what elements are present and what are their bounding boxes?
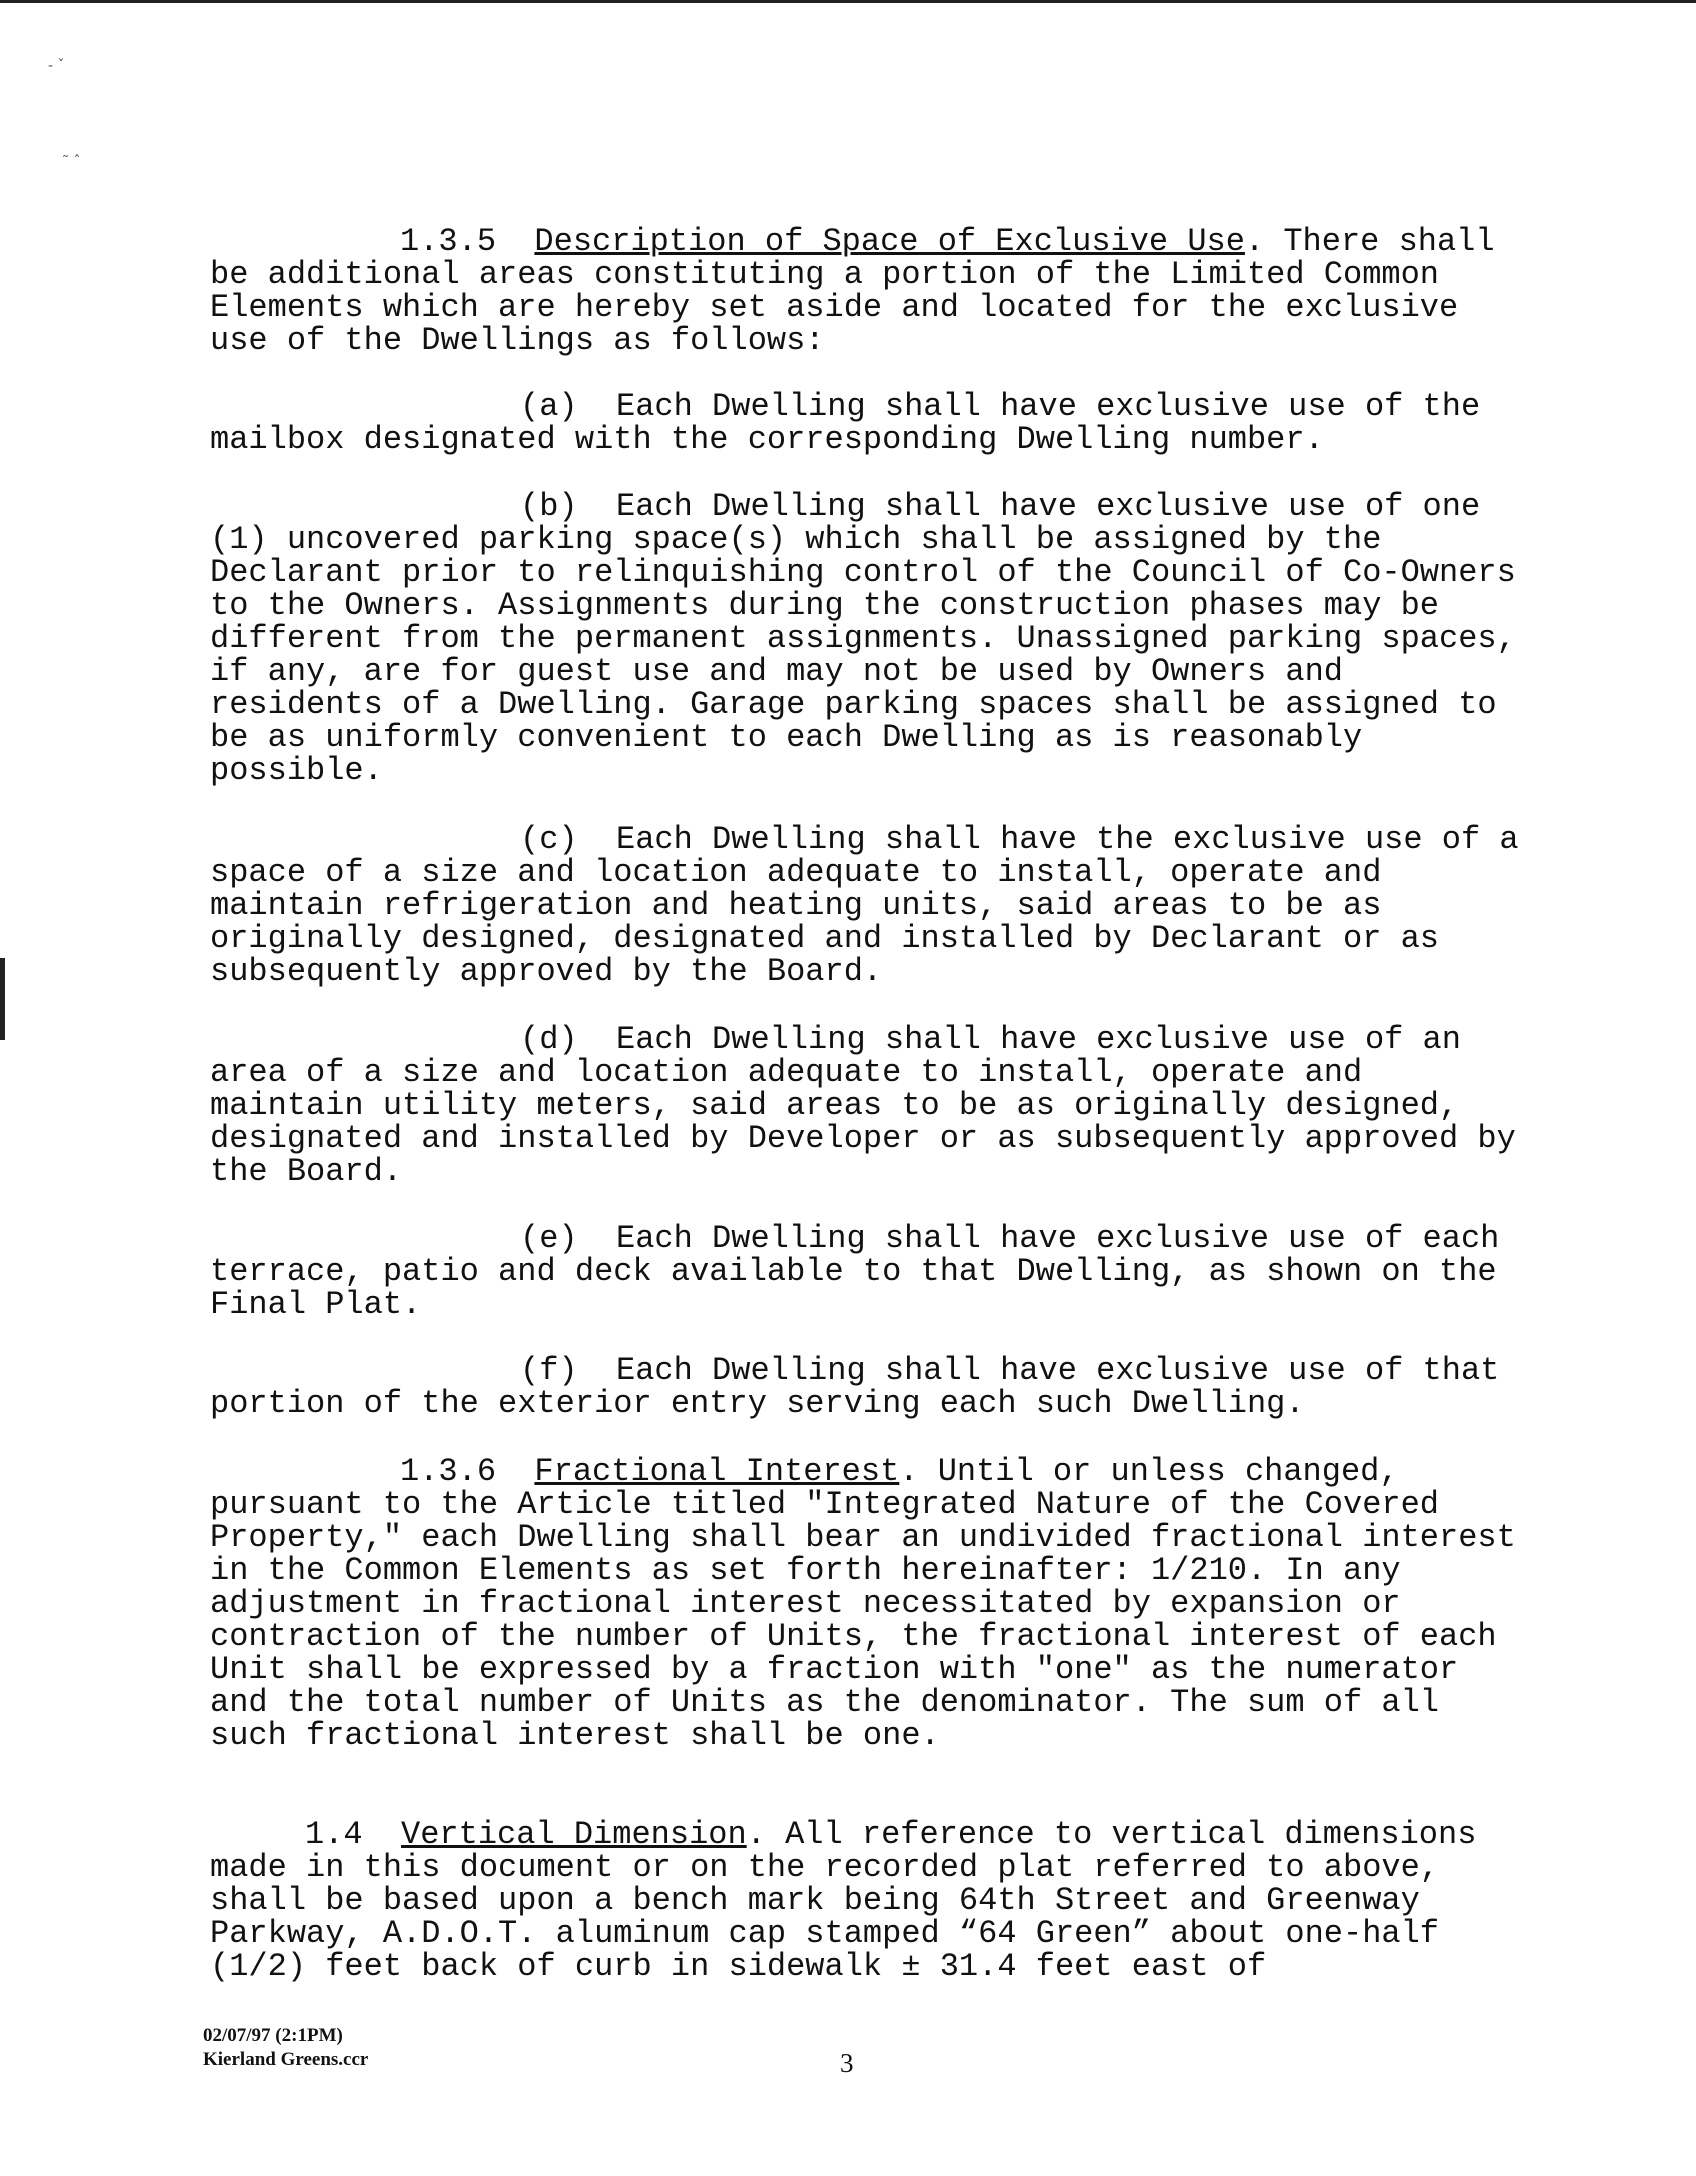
- page-number: 3: [840, 2048, 854, 2078]
- footer-filename: Kierland Greens.ccr: [203, 2049, 369, 2070]
- section-heading: Vertical Dimension: [401, 1816, 747, 1853]
- section-1-4: [210, 1818, 1530, 1983]
- section-number: 1.4: [305, 1816, 363, 1853]
- footer-date: 02/07/97 (2:1PM): [203, 2025, 343, 2046]
- subsection-e: [210, 1222, 1530, 1321]
- scan-top-edge: [0, 0, 1696, 3]
- subsection-label: (a): [520, 388, 578, 425]
- section-heading: Fractional Interest: [534, 1453, 900, 1490]
- section-1-3-6: [210, 1455, 1530, 1752]
- subsection-d: [210, 1023, 1530, 1188]
- subsection-label: (d): [520, 1021, 578, 1058]
- subsection-f: [210, 1354, 1530, 1420]
- section-text: . There shall be additional areas constituting a portion of the Limited Common Elements which are hereby set aside and located for the exclusive use of the Dwellings as follows:: [210, 223, 1495, 359]
- subsection-text: Each Dwelling shall have exclusive use of that portion of the exterior entry serving each such Dwelling.: [210, 1352, 1500, 1422]
- subsection-text: Each Dwelling shall have exclusive use of the mailbox designated with the corresponding Dwelling number.: [210, 388, 1481, 458]
- scan-artifact-mark: ˜ ˆ: [62, 154, 81, 170]
- section-number: 1.3.6: [400, 1453, 497, 1490]
- section-heading: Description of Space of Exclusive Use: [534, 223, 1245, 260]
- subsection-label: (b): [520, 488, 578, 525]
- scan-artifact-mark: - ˇ: [48, 58, 65, 74]
- scan-left-edge-mark: [0, 958, 5, 1040]
- subsection-text: Each Dwelling shall have exclusive use of each terrace, patio and deck available to that Dwelling, as shown on the Final Plat.: [210, 1220, 1500, 1323]
- subsection-b: [210, 490, 1530, 787]
- section-1-3-5: [210, 225, 1530, 357]
- subsection-a: [210, 390, 1530, 456]
- subsection-text: Each Dwelling shall have exclusive use of one (1) uncovered parking space(s) which shall be assigned by the Declarant prior to relinquishing control of the Council of Co-Owners to the Owners. Assignments during the construction phases may be different from the permanent assignments. Unassigned parking spaces, if any, are for guest use and may not be used by Owners and residents of a Dwelling. Garage parking spaces shall be assigned to be as uniformly convenient to each Dwelling as is reasonably possible.: [210, 488, 1516, 789]
- subsection-label: (e): [520, 1220, 578, 1257]
- section-text: . Until or unless changed, pursuant to the Article titled "Integrated Nature of the Covered Property," each Dwelling shall bear an undivided fractional interest in the Common Elements as set forth hereinafter: 1/210. In any adjustment in fractional interest necessitated by expansion or contraction of the number of Units, the fractional interest of each Unit shall be expressed by a fraction with "one" as the numerator and the total number of Units as the denominator. The sum of all such fractional interest shall be one.: [210, 1453, 1516, 1754]
- subsection-text: Each Dwelling shall have the exclusive use of a space of a size and location adequate to install, operate and maintain refrigeration and heating units, said areas to be as originally designed, designated and installed by Declarant or as subsequently approved by the Board.: [210, 821, 1519, 990]
- subsection-c: [210, 823, 1530, 988]
- subsection-text: Each Dwelling shall have exclusive use of an area of a size and location adequate to install, operate and maintain utility meters, said areas to be as originally designed, designated and installed by Developer or as subsequently approved by the Board.: [210, 1021, 1516, 1190]
- section-number: 1.3.5: [400, 223, 497, 260]
- subsection-label: (f): [520, 1352, 578, 1389]
- footer-meta: [203, 2024, 368, 2072]
- subsection-label: (c): [520, 821, 578, 858]
- section-text: . All reference to vertical dimensions made in this document or on the recorded plat referred to above, shall be based upon a bench mark being 64th Street and Greenway Parkway, A.D.O.T. aluminum cap stamped “64 Green” about one-half (1/2) feet back of curb in sidewalk ± 31.4 feet east of: [210, 1816, 1477, 1985]
